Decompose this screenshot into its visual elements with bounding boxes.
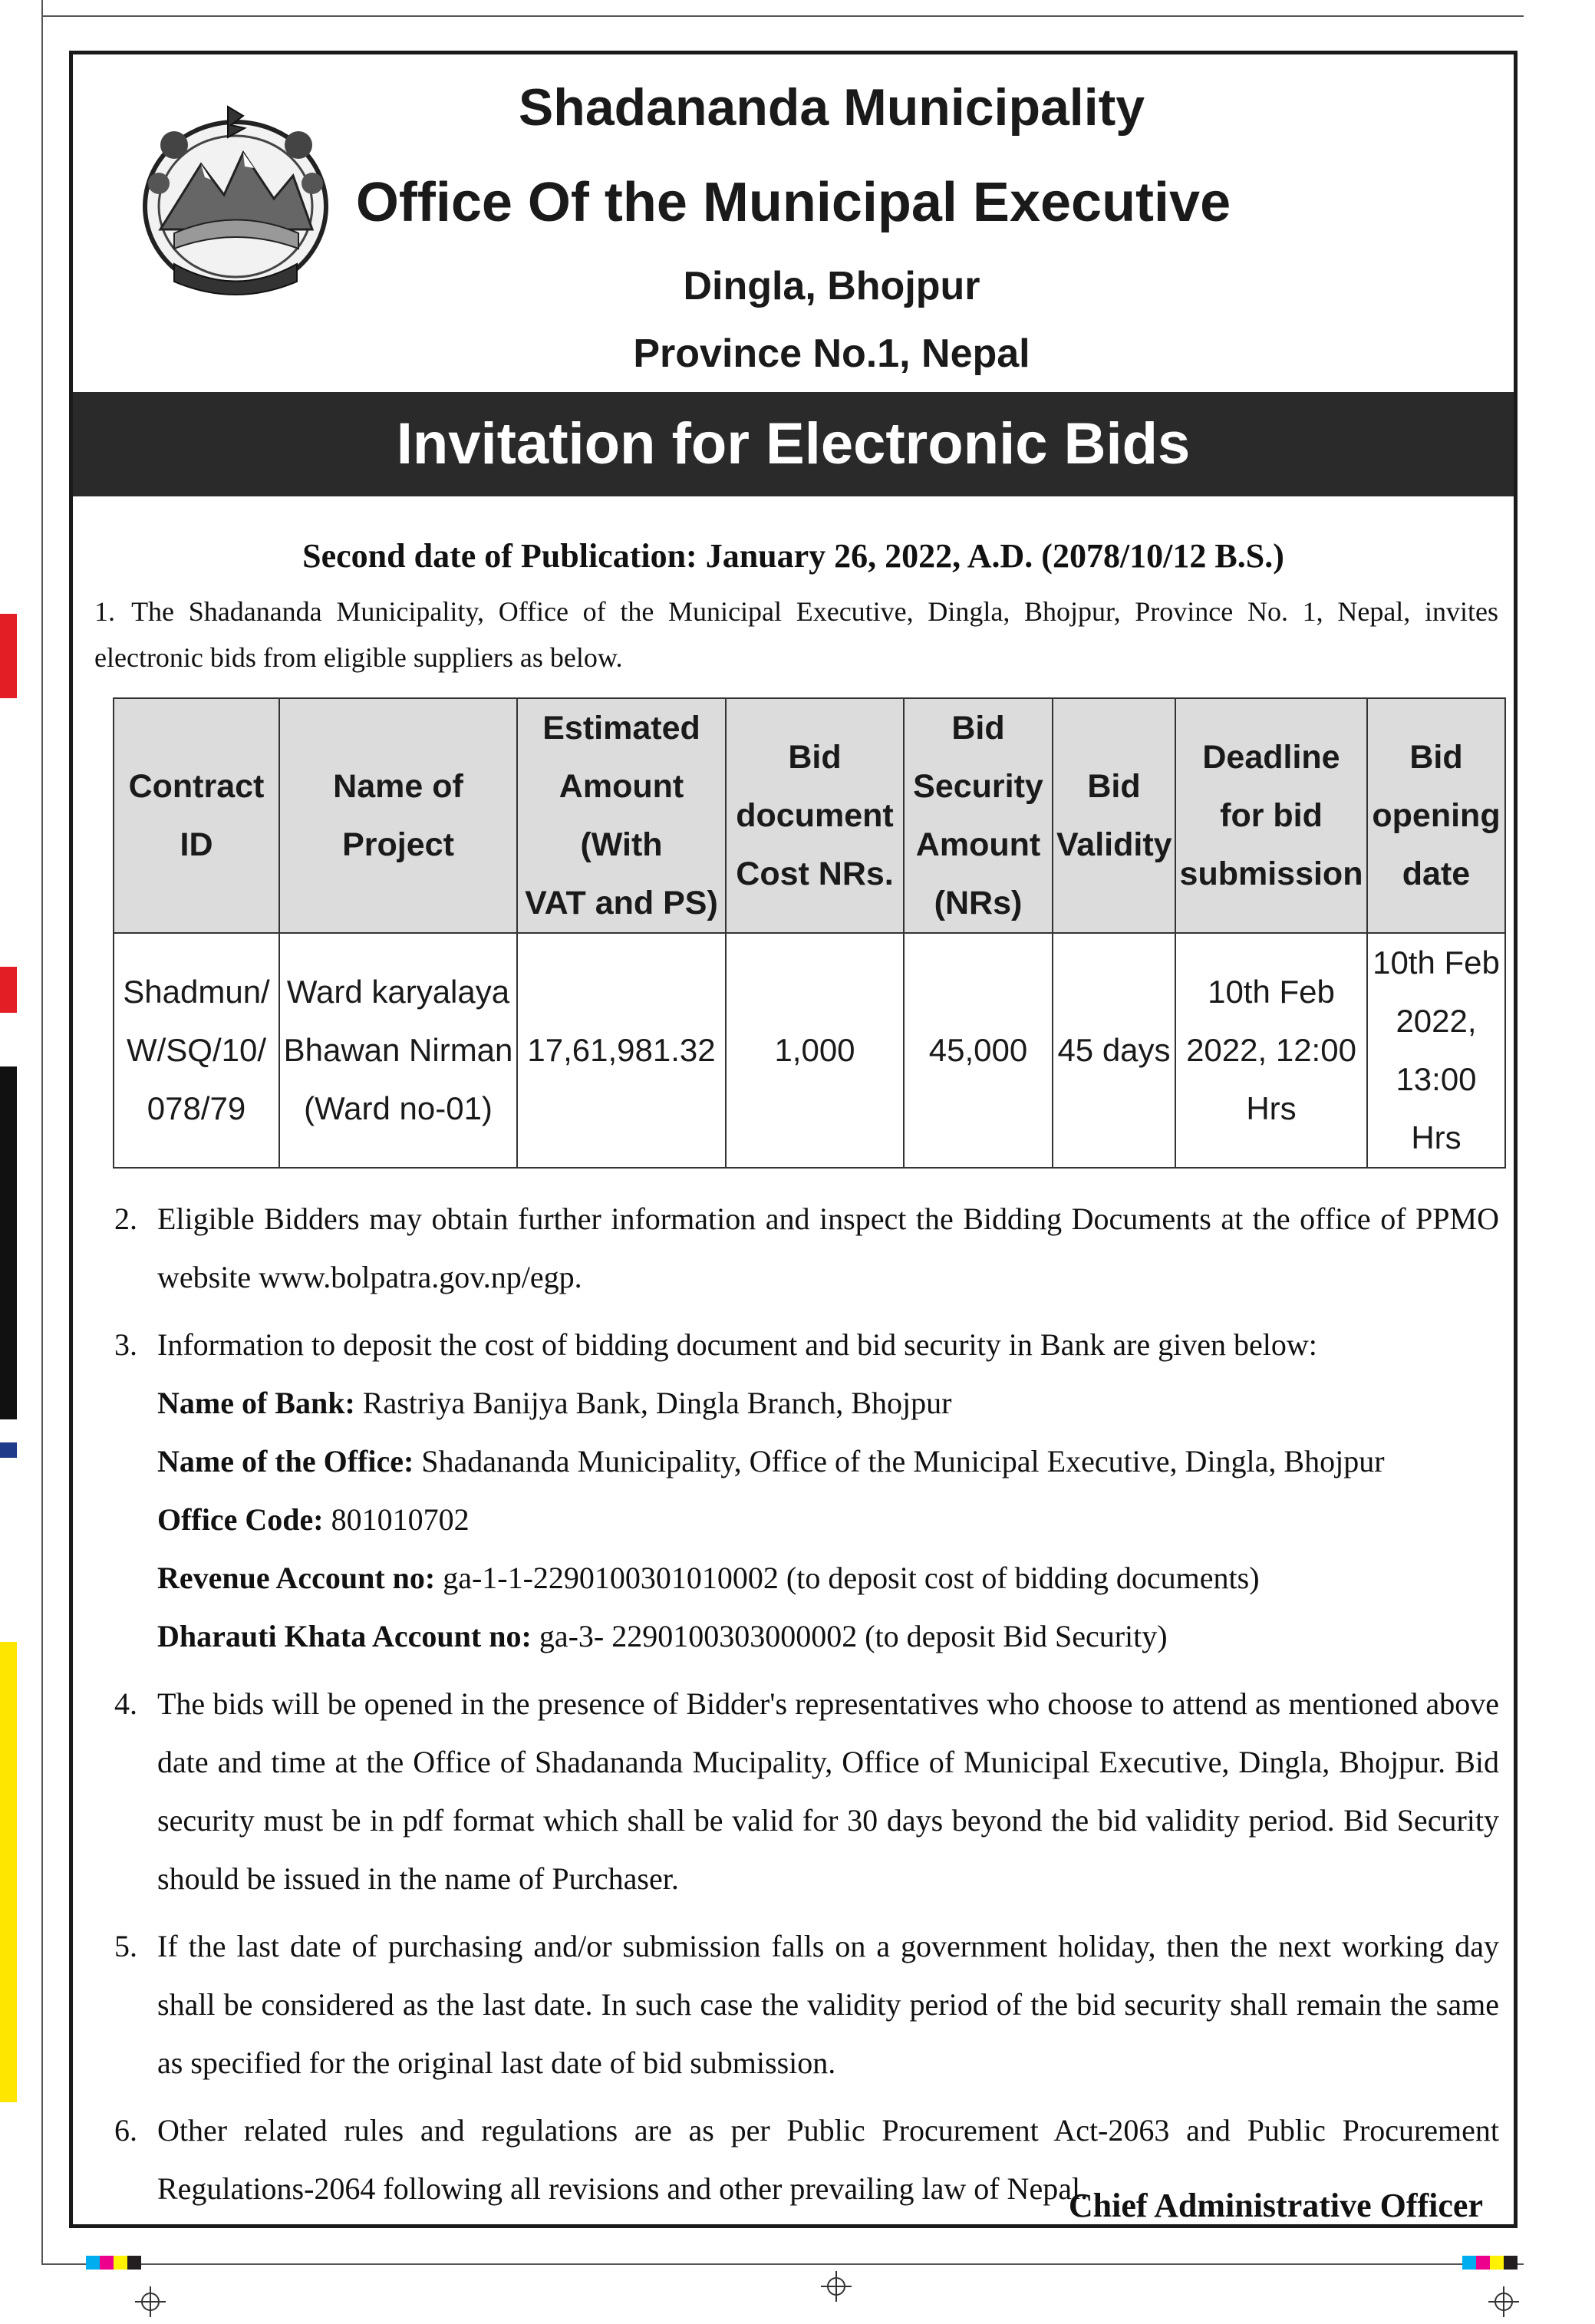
- municipality-name: Shadananda Municipality: [518, 78, 1145, 137]
- cell-estimated-amount: [517, 933, 726, 1168]
- cell-line: 1,000: [774, 1032, 855, 1068]
- publication-date: Second date of Publication: January 26, 2022, A.D. (2078/10/12 B.S.): [302, 537, 1284, 575]
- cell-line: opening: [1372, 797, 1501, 834]
- color-calibration-bar-right: [1462, 2256, 1518, 2270]
- cell-line: Project: [342, 826, 454, 863]
- cell-line: Deadline: [1202, 739, 1340, 776]
- item-number: 4.: [114, 1686, 137, 1721]
- cell-line: for bid: [1220, 797, 1323, 834]
- cell-line: W/SQ/10/: [126, 1032, 267, 1068]
- item-number: 2.: [114, 1202, 137, 1236]
- item-text: If the last date of purchasing and/or submission falls on a government holiday, then the next working day shall be considered as the last date. In such case the validity period of the bid security shall remain the same as specified for the original last date of bid submission.: [157, 1929, 1499, 2080]
- cell-line: document: [736, 797, 894, 834]
- item-number: 5.: [114, 1929, 137, 1963]
- cell-project-name: [279, 933, 517, 1168]
- edge-yellow-strip: [0, 1642, 17, 2102]
- cell-line: 10th Feb: [1208, 974, 1335, 1010]
- cell-bid-document-cost: [726, 933, 904, 1168]
- page-edge-vertical-line: [41, 0, 43, 2263]
- bank-name-value: Rastriya Banijya Bank, Dingla Branch, Bhojpur: [354, 1386, 952, 1420]
- cell-line: 17,61,981.32: [527, 1032, 716, 1068]
- office-province: Province No.1, Nepal: [633, 331, 1030, 376]
- cell-line: ID: [180, 826, 213, 863]
- office-name-label: Name of the Office:: [157, 1444, 414, 1478]
- header-submission-deadline: [1175, 698, 1367, 933]
- edge-red-strip: [0, 614, 17, 698]
- revenue-account-value: ga-1-1-2290100301010002 (to deposit cost of bidding documents): [435, 1561, 1260, 1595]
- cell-line: date: [1402, 855, 1471, 892]
- crosshair-registration-mark-icon-center: [821, 2271, 852, 2302]
- crosshair-registration-mark-icon: [135, 2286, 166, 2317]
- office-name-value: Shadananda Municipality, Office of the Municipal Executive, Dingla, Bhojpur: [414, 1444, 1385, 1478]
- cell-line: Bid: [951, 710, 1005, 747]
- cell-line: Name of: [333, 768, 463, 805]
- cell-line: submission: [1179, 855, 1363, 892]
- page-edge-bottom-line: [41, 2263, 1524, 2265]
- cell-line: 45 days: [1057, 1032, 1171, 1068]
- header-contract-id: [114, 698, 279, 933]
- cell-line: Hrs: [1246, 1090, 1297, 1126]
- list-item: [114, 1316, 1499, 1666]
- list-item: [114, 1917, 1499, 2092]
- dharauti-account-label: Dharauti Khata Account no:: [157, 1619, 532, 1653]
- office-name-line: [157, 1432, 1499, 1491]
- cell-opening-date: [1367, 933, 1505, 1168]
- bid-notice: [69, 51, 1518, 2228]
- revenue-account-label: Revenue Account no:: [157, 1561, 436, 1595]
- crosshair-registration-mark-icon-right: [1488, 2286, 1519, 2317]
- bank-name-line: [157, 1374, 1499, 1432]
- office-location: Dingla, Bhojpur: [683, 264, 980, 308]
- cell-line: 10th Feb: [1373, 944, 1500, 981]
- header-opening-date: [1367, 698, 1505, 933]
- list-item: [114, 1675, 1499, 1908]
- cell-bid-validity: [1053, 933, 1175, 1168]
- cell-line: 45,000: [928, 1032, 1028, 1068]
- page-edge-top-line: [41, 15, 1524, 17]
- cell-bid-security-amount: [904, 933, 1053, 1168]
- list-item: [114, 1190, 1499, 1307]
- cell-line: Security: [913, 768, 1043, 805]
- cell-line: Hrs: [1411, 1119, 1462, 1155]
- cell-line: Contract: [128, 768, 265, 805]
- cell-submission-deadline: [1175, 933, 1367, 1168]
- page-edge-left: [0, 0, 23, 2263]
- header-bid-validity: [1053, 698, 1175, 933]
- office-code-line: [157, 1491, 1499, 1549]
- color-calibration-bar: [86, 2256, 141, 2270]
- item-text: The bids will be opened in the presence of Bidder's representatives who choose to attend as mentioned above date and time at the Office of Shadananda Mucipality, Office of Municipal Executive, Dingla, Bhojpur. Bid security must be in pdf format which shall be valid for 30 days beyond the bid validity period. Bid Security should be issued in the name of Purchaser.: [157, 1686, 1499, 1896]
- edge-red-strip-2: [0, 967, 17, 1013]
- office-name: Office Of the Municipal Executive: [355, 172, 1231, 233]
- intro-text: The Shadananda Municipality, Office of the Municipal Executive, Dingla, Bhojpur, Province No. 1, Nepal, invites electronic bids from eligible suppliers as below.: [94, 596, 1499, 673]
- bank-name-label: Name of Bank:: [157, 1386, 355, 1420]
- notice-title-banner: Invitation for Electronic Bids: [73, 392, 1514, 496]
- table-row: [114, 933, 1505, 1168]
- cell-line: 2022, 12:00: [1186, 1032, 1356, 1068]
- cell-line: Bid: [788, 739, 842, 776]
- header-bid-document-cost: [726, 698, 904, 933]
- edge-black-strip: [0, 1066, 17, 1419]
- header-project-name: [279, 698, 517, 933]
- item-text: Other related rules and regulations are as per Public Procurement Act-2063 and Public Procurement Regulations-2064 following all revisions and other prevailing law of Nepal.: [157, 2113, 1499, 2206]
- office-code-value: 801010702: [323, 1502, 470, 1537]
- header-estimated-amount: [517, 698, 726, 933]
- cell-line: 13:00: [1396, 1061, 1477, 1097]
- edge-blue-strip: [0, 1442, 17, 1458]
- item-text: Information to deposit the cost of bidding document and bid security in Bank are given below:: [157, 1327, 1317, 1362]
- table-header-row: [114, 698, 1505, 933]
- cell-line: Amount (With: [559, 768, 684, 863]
- cell-line: 2022,: [1396, 1003, 1477, 1039]
- item-body: [157, 1316, 1499, 1666]
- cell-line: Cost NRs.: [736, 855, 894, 892]
- item-text: Eligible Bidders may obtain further information and inspect the Bidding Documents at the office of PPMO website www.bolpatra.gov.np/egp.: [157, 1202, 1499, 1294]
- office-code-label: Office Code:: [157, 1502, 324, 1537]
- item-number: 6.: [114, 2113, 137, 2148]
- intro-paragraph: [94, 588, 1498, 681]
- cell-line: Bid: [1409, 739, 1463, 776]
- cell-line: Estimated: [542, 710, 700, 747]
- cell-line: VAT and PS): [525, 885, 718, 921]
- dharauti-account-line: [157, 1607, 1499, 1666]
- revenue-account-line: [157, 1549, 1499, 1607]
- cell-line: Ward karyalaya: [286, 974, 510, 1010]
- cell-line: Amount: [915, 826, 1041, 863]
- item-number: 3.: [114, 1327, 137, 1362]
- cell-line: (NRs): [934, 885, 1023, 921]
- cell-line: Shadmun/: [123, 974, 270, 1010]
- dharauti-account-value: ga-3- 2290100303000002 (to deposit Bid Security): [531, 1619, 1168, 1653]
- bids-table: [113, 697, 1506, 1169]
- header-bid-security-amount: [904, 698, 1053, 933]
- cell-line: Bhawan Nirman: [283, 1032, 513, 1068]
- cell-line: Bid: [1087, 768, 1141, 805]
- notice-items: [114, 1190, 1499, 2218]
- cell-contract-id: [114, 933, 279, 1168]
- cell-line: 078/79: [147, 1090, 246, 1126]
- signatory-title: Chief Administrative Officer: [1068, 2187, 1483, 2224]
- cell-line: Validity: [1056, 826, 1172, 863]
- cell-line: (Ward no-01): [304, 1090, 493, 1126]
- intro-number: 1.: [94, 596, 115, 627]
